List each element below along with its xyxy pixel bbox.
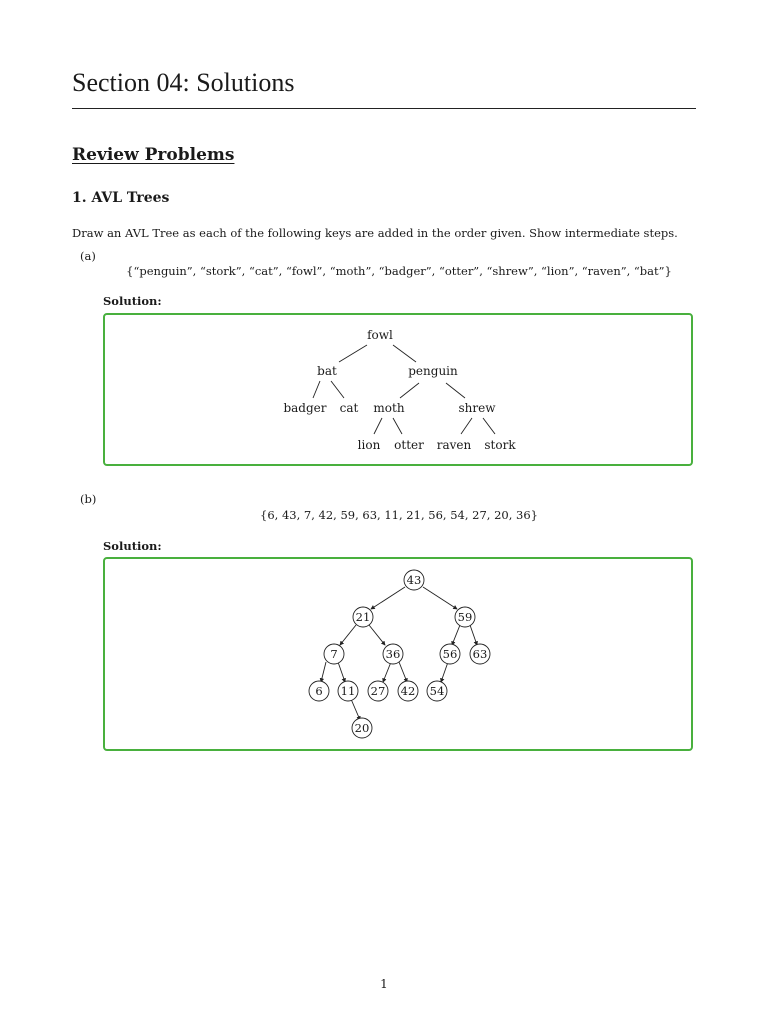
avl-tree-b [103, 557, 693, 751]
tree-b-node-6: 6 [315, 684, 323, 698]
tree-b-node-36: 36 [385, 647, 401, 661]
tree-b-node-54: 54 [429, 684, 445, 698]
tree-a-node-penguin: penguin [408, 364, 458, 378]
part-b-label: (b) [80, 492, 97, 506]
tree-a-node-moth: moth [373, 401, 405, 415]
tree-b-node-56: 56 [442, 647, 458, 661]
tree-a-node-raven: raven [436, 438, 472, 452]
part-a-keys: {“penguin”, “stork”, “cat”, “fowl”, “moth”, “badger”, “otter”, “shrew”, “lion”, “raven”, “bat”} [126, 264, 672, 278]
problem-heading: 1. AVL Trees [72, 190, 170, 206]
tree-a-node-lion: lion [357, 438, 381, 452]
tree-a-node-cat: cat [339, 401, 359, 415]
tree-b-node-43: 43 [406, 573, 422, 587]
section-heading: Review Problems [72, 145, 235, 165]
tree-b-node-42: 42 [400, 684, 416, 698]
tree-a-node-bat: bat [317, 364, 337, 378]
tree-a-node-shrew: shrew [458, 401, 496, 415]
part-a-solution-box [103, 313, 693, 466]
avl-tree-a [103, 313, 693, 466]
tree-b-node-11: 11 [340, 684, 356, 698]
tree-b-node-21: 21 [355, 610, 371, 624]
page-title: Section 04: Solutions [72, 68, 295, 97]
tree-b-node-59: 59 [457, 610, 473, 624]
tree-b-node-63: 63 [472, 647, 488, 661]
part-a-label: (a) [80, 249, 96, 263]
part-b-solution-box [103, 557, 693, 751]
tree-a-node-badger: badger [283, 401, 327, 415]
tree-a-node-stork: stork [484, 438, 516, 452]
tree-b-node-27: 27 [370, 684, 386, 698]
problem-intro: Draw an AVL Tree as each of the following keys are added in the order given. Show intermediate steps. [72, 226, 678, 240]
part-b-keys: {6, 43, 7, 42, 59, 63, 11, 21, 56, 54, 27, 20, 36} [260, 508, 538, 522]
tree-a-node-fowl: fowl [367, 328, 393, 342]
tree-a-node-otter: otter [394, 438, 424, 452]
tree-b-node-20: 20 [354, 721, 370, 735]
page-number: 1 [380, 977, 388, 991]
title-divider [72, 108, 696, 109]
part-b-solution-label: Solution: [103, 539, 162, 553]
part-a-solution-label: Solution: [103, 294, 162, 308]
tree-b-node-7: 7 [330, 647, 338, 661]
